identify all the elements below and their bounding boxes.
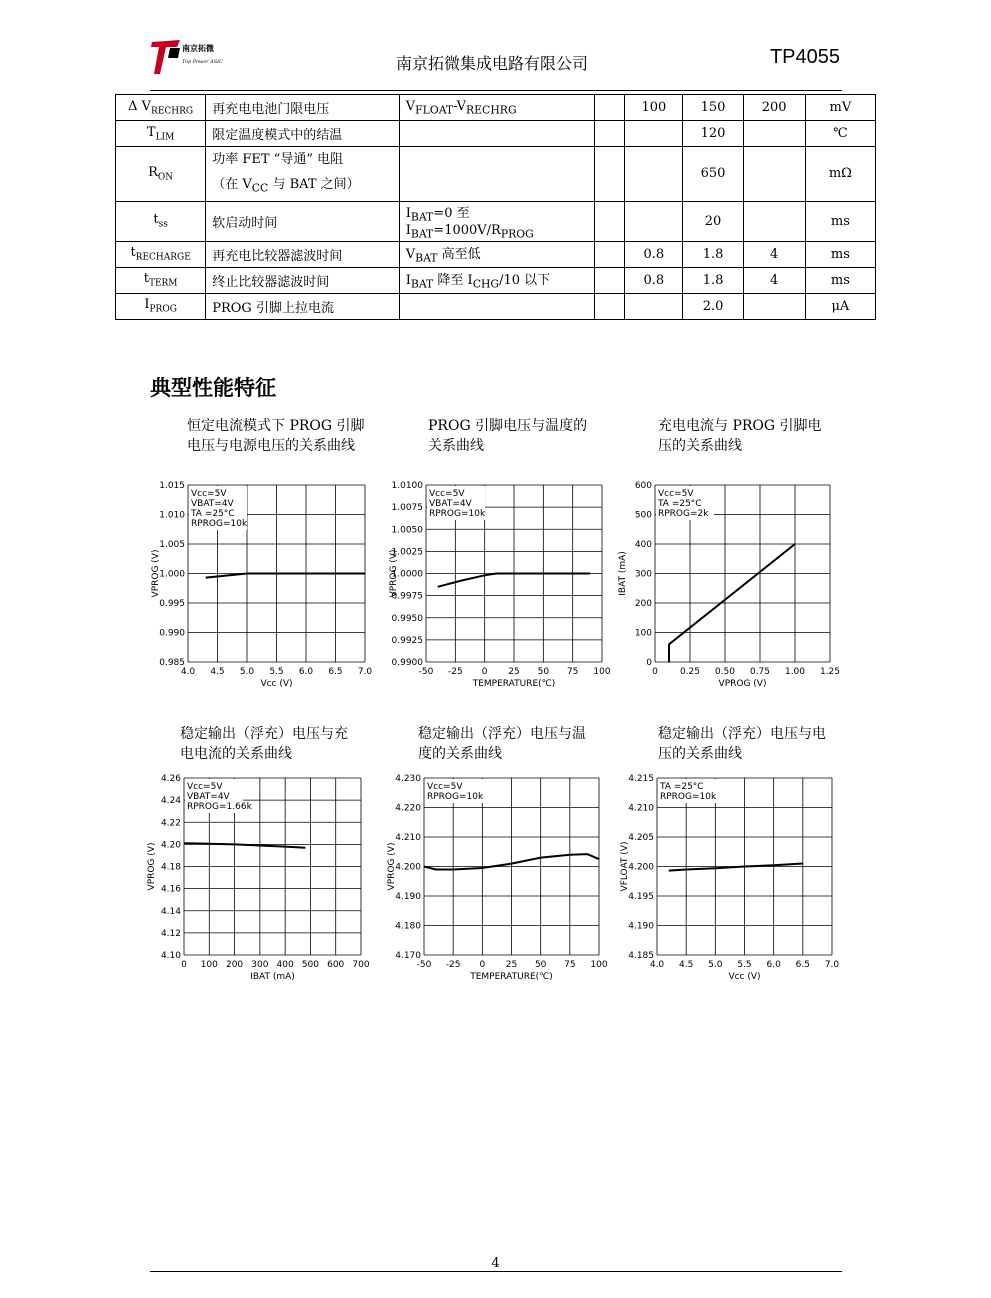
- y-tick-label: 4.10: [160, 951, 181, 961]
- x-tick-label: 0: [181, 960, 187, 970]
- max-cell: 200: [743, 95, 805, 121]
- unit-cell: μA: [805, 293, 875, 319]
- min-cell: [625, 293, 683, 319]
- x-tick-label: 6.5: [795, 960, 810, 970]
- y-axis-label: VFLOAT (V): [620, 841, 630, 892]
- parameter-cell: 软启动时间: [206, 201, 400, 241]
- page-number: 4: [491, 1256, 500, 1271]
- condition-cell: [399, 121, 595, 147]
- x-tick-label: 500: [301, 960, 320, 970]
- unit-cell: mΩ: [805, 147, 875, 202]
- y-tick-label: 4.185: [628, 951, 654, 961]
- x-tick-label: 5.0: [708, 960, 723, 970]
- table-row: [116, 267, 876, 293]
- chart-6-title: 稳定输出（浮充）电压与电 压的关系曲线: [658, 726, 826, 762]
- y-tick-label: 1.000: [159, 569, 185, 580]
- max-cell: 4: [743, 267, 805, 293]
- max-cell: [743, 293, 805, 319]
- blank-cell: [595, 293, 625, 319]
- annotation-text: RPROG=10k: [429, 509, 486, 519]
- table-row: [116, 293, 876, 319]
- table-row: [116, 121, 876, 147]
- y-tick-label: 1.0100: [391, 481, 423, 491]
- y-axis-label: VPROG (V): [147, 842, 157, 891]
- symbol-cell: $I_{PROG}$: [116, 293, 206, 319]
- y-tick-label: 4.14: [160, 906, 181, 917]
- x-axis-label: Vcc (V): [728, 972, 761, 982]
- x-tick-label: -25: [445, 960, 461, 970]
- x-tick-label: 5.5: [737, 960, 752, 970]
- y-tick-label: 4.180: [395, 921, 421, 932]
- symbol-cell: $T_{LIM}$: [116, 121, 206, 147]
- blank-cell: [595, 267, 625, 293]
- x-tick-label: 4.5: [679, 960, 694, 970]
- x-tick-label: 6.0: [766, 960, 781, 970]
- chart-5-title: 稳定输出（浮充）电压与温 度的关系曲线: [418, 726, 586, 762]
- y-tick-label: 0.995: [159, 599, 185, 609]
- y-tick-label: 100: [634, 628, 652, 639]
- min-cell: 0.8: [625, 267, 683, 293]
- x-axis-label: IBAT (mA): [250, 972, 295, 982]
- x-axis-label: TEMPERATURE(℃): [470, 972, 553, 982]
- symbol-cell: $t_{TERM}$: [116, 267, 206, 293]
- x-tick-label: 5.5: [269, 667, 284, 677]
- y-tick-label: 4.24: [160, 796, 181, 807]
- annotation-text: VBAT=4V: [187, 792, 230, 802]
- y-tick-label: 4.170: [395, 951, 421, 961]
- x-tick-label: 400: [276, 960, 294, 970]
- x-tick-label: 4.5: [210, 667, 225, 677]
- y-tick-label: 500: [634, 510, 652, 521]
- symbol-cell: $t_{ss}$: [116, 201, 206, 241]
- condition-cell: $V_{BAT}$ 高至低: [399, 241, 595, 267]
- y-tick-label: 4.190: [628, 921, 654, 932]
- annotation-text: RPROG=10k: [660, 792, 717, 802]
- x-tick-label: 700: [352, 960, 370, 970]
- max-cell: 4: [743, 241, 805, 267]
- x-tick-label: 25: [505, 960, 518, 970]
- x-tick-label: -50: [416, 960, 432, 970]
- condition-cell: [399, 293, 595, 319]
- y-axis-label: IBAT (mA): [618, 551, 628, 596]
- x-tick-label: 50: [537, 667, 550, 677]
- x-tick-label: 1.25: [819, 667, 841, 677]
- parameter-cell: 终止比较器滤波时间: [206, 267, 400, 293]
- y-tick-label: 4.200: [628, 862, 654, 873]
- x-axis-label: Vcc (V): [260, 679, 293, 689]
- y-axis-label: VPROG (V): [151, 549, 161, 598]
- page-header: [150, 36, 842, 84]
- parameter-cell: 限定温度模式中的结温: [206, 121, 400, 147]
- table-row: [116, 95, 876, 121]
- annotation-text: VBAT=4V: [191, 499, 234, 509]
- typ-cell: 1.8: [683, 267, 743, 293]
- y-tick-label: 4.215: [628, 774, 654, 784]
- y-tick-label: 1.010: [159, 510, 185, 521]
- blank-cell: [595, 241, 625, 267]
- typ-cell: 150: [683, 95, 743, 121]
- min-cell: [625, 121, 683, 147]
- y-tick-label: 600: [634, 481, 652, 491]
- y-tick-label: 4.200: [395, 862, 421, 873]
- x-axis-label: VPROG (V): [718, 679, 767, 689]
- x-tick-label: 100: [593, 667, 611, 677]
- y-tick-label: 4.210: [628, 803, 654, 814]
- typ-cell: 120: [683, 121, 743, 147]
- condition-cell: $I_{BAT}$ 降至 $I_{CHG}/10$ 以下: [399, 267, 595, 293]
- x-tick-label: 200: [225, 960, 244, 970]
- x-tick-label: 0.50: [714, 667, 736, 677]
- unit-cell: ms: [805, 241, 875, 267]
- part-number: TP4055: [769, 46, 840, 68]
- y-tick-label: 4.205: [628, 833, 654, 843]
- chart-2-title: PROG 引脚电压与温度的 关系曲线: [428, 418, 588, 454]
- y-tick-label: 4.230: [395, 774, 421, 784]
- symbol-cell: $t_{RECHARGE}$: [116, 241, 206, 267]
- blank-cell: [595, 201, 625, 241]
- y-tick-label: 0.990: [159, 628, 185, 639]
- min-cell: 100: [625, 95, 683, 121]
- x-tick-label: 75: [566, 667, 579, 677]
- x-tick-label: 5.0: [239, 667, 255, 677]
- x-tick-label: 50: [534, 960, 547, 970]
- y-tick-label: 1.0000: [391, 569, 423, 580]
- x-tick-label: -25: [447, 667, 463, 677]
- max-cell: [743, 121, 805, 147]
- chart-vfloat-vs-ibat: [147, 774, 370, 982]
- typ-cell: 20: [683, 201, 743, 241]
- x-tick-label: 100: [200, 960, 218, 970]
- y-tick-label: 0.9950: [391, 613, 423, 624]
- y-tick-label: 300: [634, 569, 652, 580]
- annotation-text: TA =25°C: [191, 509, 235, 519]
- chart-vprog-vs-vcc: [151, 481, 373, 689]
- y-tick-label: 4.220: [395, 803, 421, 814]
- unit-cell: ms: [805, 201, 875, 241]
- parameter-cell: 功率 FET “导通” 电阻 （在 $V_{CC}$ 与 BAT 之间）: [206, 147, 400, 202]
- footer-rule: [150, 1271, 842, 1272]
- table-row: [116, 147, 876, 202]
- table-row: [116, 201, 876, 241]
- y-tick-label: 4.18: [160, 862, 181, 873]
- chart-1-title: 恒定电流模式下 PROG 引脚 电压与电源电压的关系曲线: [187, 418, 365, 454]
- x-axis-label: TEMPERATURE(℃): [472, 679, 556, 689]
- annotation-text: Vcc=5V: [429, 489, 465, 499]
- chart-ibat-vs-vprog: [618, 481, 841, 689]
- min-cell: [625, 201, 683, 241]
- x-tick-label: 0: [652, 667, 658, 677]
- x-tick-label: 4.0: [180, 667, 196, 677]
- series-line: [669, 864, 803, 871]
- y-tick-label: 400: [634, 540, 652, 550]
- min-cell: [625, 147, 683, 202]
- symbol-cell: $R_{ON}$: [116, 147, 206, 202]
- x-tick-label: 4.0: [649, 960, 665, 970]
- unit-cell: ms: [805, 267, 875, 293]
- condition-cell: [399, 147, 595, 202]
- section-title: 典型性能特征: [150, 376, 276, 400]
- blank-cell: [595, 147, 625, 202]
- chart-3-title: 充电电流与 PROG 引脚电 压的关系曲线: [658, 418, 822, 454]
- unit-cell: ℃: [805, 121, 875, 147]
- y-tick-label: 0.9925: [391, 635, 423, 646]
- y-tick-label: 1.005: [159, 540, 185, 550]
- annotation-text: TA =25°C: [658, 499, 702, 509]
- y-tick-label: 0.9975: [391, 591, 423, 602]
- blank-cell: [595, 95, 625, 121]
- logo-text-cn: 南京拓微: [182, 44, 214, 53]
- x-tick-label: 25: [508, 667, 520, 677]
- x-tick-label: 7.0: [824, 960, 840, 970]
- logo-text-en: Top Power ASIC: [182, 59, 223, 65]
- x-tick-label: 300: [251, 960, 269, 970]
- y-tick-label: 200: [634, 599, 652, 609]
- annotation-text: TA =25°C: [660, 782, 704, 792]
- annotation-text: RPROG=10k: [191, 519, 248, 529]
- chart-4-title: 稳定输出（浮充）电压与充 电电流的关系曲线: [180, 726, 348, 762]
- y-tick-label: 0.985: [159, 658, 185, 668]
- max-cell: [743, 147, 805, 202]
- x-tick-label: 6.0: [298, 667, 314, 677]
- electrical-characteristics-table: [115, 94, 876, 320]
- y-tick-label: 1.0050: [391, 525, 423, 536]
- y-tick-label: 4.26: [160, 774, 181, 784]
- symbol-cell: Δ $V_{RECHRG}$: [116, 95, 206, 121]
- condition-cell: $V_{FLOAT}-V_{RECHRG}$: [399, 95, 595, 121]
- y-tick-label: 4.12: [160, 928, 181, 939]
- y-tick-label: 1.015: [159, 481, 185, 491]
- annotation-text: Vcc=5V: [187, 782, 223, 792]
- parameter-cell: 再充电比较器滤波时间: [206, 241, 400, 267]
- annotation-text: VBAT=4V: [429, 499, 472, 509]
- header-rule: [150, 90, 842, 91]
- y-tick-label: 0: [646, 658, 652, 668]
- x-tick-label: 1.00: [784, 667, 806, 677]
- typ-cell: 650: [683, 147, 743, 202]
- y-tick-label: 4.16: [160, 884, 181, 895]
- y-axis-label: VPROG (V): [387, 842, 397, 891]
- table-row: [116, 241, 876, 267]
- typ-cell: 1.8: [683, 241, 743, 267]
- company-name: 南京拓微集成电路有限公司: [396, 54, 589, 73]
- parameter-cell: PROG 引脚上拉电流: [206, 293, 400, 319]
- x-tick-label: 0.75: [749, 667, 771, 677]
- series-line: [184, 843, 305, 847]
- company-logo: [150, 38, 240, 74]
- chart-vprog-vs-temperature: [389, 481, 611, 689]
- annotation-text: RPROG=2k: [658, 509, 709, 519]
- condition-cell: $I_{BAT}=0$ 至 $I_{BAT}=1000V/R_{PROG}$: [399, 201, 595, 241]
- typ-cell: 2.0: [683, 293, 743, 319]
- chart-vfloat-vs-vcc: [620, 774, 840, 982]
- y-tick-label: 1.0075: [391, 503, 423, 514]
- x-tick-label: 75: [564, 960, 576, 970]
- parameter-cell: 再充电电池门限电压: [206, 95, 400, 121]
- y-tick-label: 4.20: [160, 840, 181, 851]
- x-tick-label: 0: [479, 960, 486, 970]
- y-axis-label: VPROG (V): [389, 549, 399, 598]
- y-tick-label: 4.190: [395, 892, 421, 902]
- x-tick-label: 7.0: [357, 667, 373, 677]
- chart-vfloat-vs-temperature: [387, 774, 608, 982]
- annotation-text: Vcc=5V: [427, 782, 463, 792]
- x-tick-label: 6.5: [328, 667, 343, 677]
- y-tick-label: 4.195: [628, 892, 654, 902]
- series-line: [206, 574, 365, 578]
- blank-cell: [595, 121, 625, 147]
- min-cell: 0.8: [625, 241, 683, 267]
- annotation-text: RPROG=1.66k: [187, 802, 252, 812]
- y-tick-label: 0.9900: [391, 658, 423, 668]
- y-tick-label: 1.0025: [391, 547, 423, 558]
- max-cell: [743, 201, 805, 241]
- x-tick-label: 0.25: [679, 667, 701, 677]
- y-tick-label: 4.22: [160, 818, 181, 829]
- unit-cell: mV: [805, 95, 875, 121]
- x-tick-label: 100: [590, 960, 608, 970]
- x-tick-label: 600: [327, 960, 345, 970]
- x-tick-label: -50: [418, 667, 434, 677]
- annotation-text: RPROG=10k: [427, 792, 484, 802]
- annotation-text: Vcc=5V: [191, 489, 227, 499]
- y-tick-label: 4.210: [395, 833, 421, 843]
- annotation-text: Vcc=5V: [658, 489, 694, 499]
- x-tick-label: 0: [481, 667, 488, 677]
